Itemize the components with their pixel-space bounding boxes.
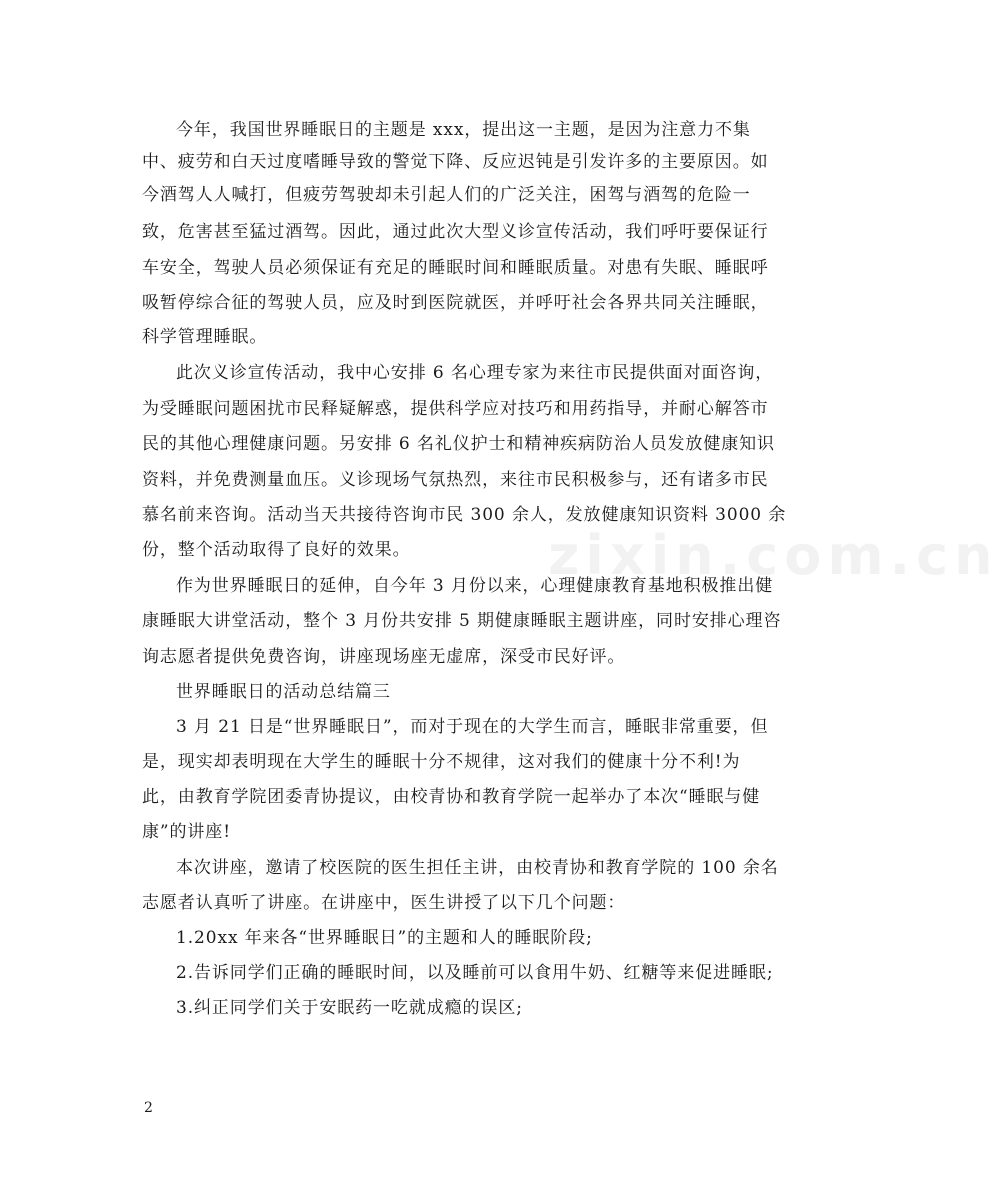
- text-line-1: 今年，我国世界睡眠日的主题是 xxx，提出这一主题，是因为注意力不集: [176, 120, 751, 140]
- list-item-1: 1.20xx 年来各“世界睡眠日”的主题和人的睡眠阶段;: [176, 928, 593, 948]
- text-line-10: 民的其他心理健康问题。另安排 6 名礼仪护士和精神疾病防治人员发放健康知识: [142, 434, 775, 454]
- text-line-18: 3 月 21 日是“世界睡眠日”，而对于现在的大学生而言，睡眠非常重要，但: [176, 717, 769, 737]
- text-line-9: 为受睡眠问题困扰市民释疑解惑，提供科学应对技巧和用药指导，并耐心解答市: [142, 399, 769, 419]
- text-line-7: 科学管理睡眠。: [142, 327, 268, 347]
- list-item-3: 3.纠正同学们关于安眠药一吃就成瘾的误区;: [176, 998, 523, 1018]
- text-line-16: 询志愿者提供免费咨询，讲座现场座无虚席，深受市民好评。: [142, 647, 626, 667]
- text-line-12: 慕名前来咨询。活动当天共接待咨询市民 300 余人，发放健康知识资料 3000 余: [142, 505, 787, 525]
- text-line-22: 本次讲座，邀请了校医院的医生担任主讲，由校青协和教育学院的 100 余名: [176, 858, 779, 878]
- text-line-5: 车安全，驾驶人员必须保证有充足的睡眠时间和睡眠质量。对患有失眠、睡眠呼: [142, 258, 769, 278]
- text-line-13: 份，整个活动取得了良好的效果。: [142, 540, 411, 560]
- list-item-2: 2.告诉同学们正确的睡眠时间，以及睡前可以食用牛奶、红糖等来促进睡眠;: [176, 963, 774, 983]
- text-line-23: 志愿者认真听了讲座。在讲座中，医生讲授了以下几个问题：: [142, 893, 626, 913]
- text-line-4: 致，危害甚至猛过酒驾。因此，通过此次大型义诊宣传活动，我们呼吁要保证行: [142, 222, 769, 242]
- text-line-15: 康睡眠大讲堂活动，整个 3 月份共安排 5 期健康睡眠主题讲座，同时安排心理咨: [142, 611, 782, 631]
- text-line-20: 此，由教育学院团委青协提议，由校青协和教育学院一起举办了本次“睡眠与健: [142, 787, 761, 807]
- text-line-8: 此次义诊宣传活动，我中心安排 6 名心理专家为来往市民提供面对面咨询，: [176, 363, 774, 383]
- text-line-21: 康”的讲座!: [142, 822, 231, 842]
- section-heading: 世界睡眠日的活动总结篇三: [176, 682, 391, 702]
- watermark: zixin.com.cn: [548, 524, 999, 587]
- text-line-14: 作为世界睡眠日的延伸，自今年 3 月份以来，心理健康教育基地积极推出健: [176, 576, 774, 596]
- text-line-3: 今酒驾人人喊打，但疲劳驾驶却未引起人们的广泛关注，困驾与酒驾的危险一: [142, 185, 751, 205]
- page-number: 2: [144, 1100, 153, 1116]
- text-line-6: 吸暂停综合征的驾驶人员，应及时到医院就医，并呼吁社会各界共同关注睡眠，: [142, 293, 769, 313]
- text-line-2: 中、疲劳和白天过度嗜睡导致的警觉下降、反应迟钝是引发许多的主要原因。如: [142, 152, 769, 172]
- text-line-19: 是，现实却表明现在大学生的睡眠十分不规律，这对我们的健康十分不利!为: [142, 752, 741, 772]
- text-line-11: 资料，并免费测量血压。义诊现场气氛热烈，来往市民积极参与，还有诸多市民: [142, 470, 769, 490]
